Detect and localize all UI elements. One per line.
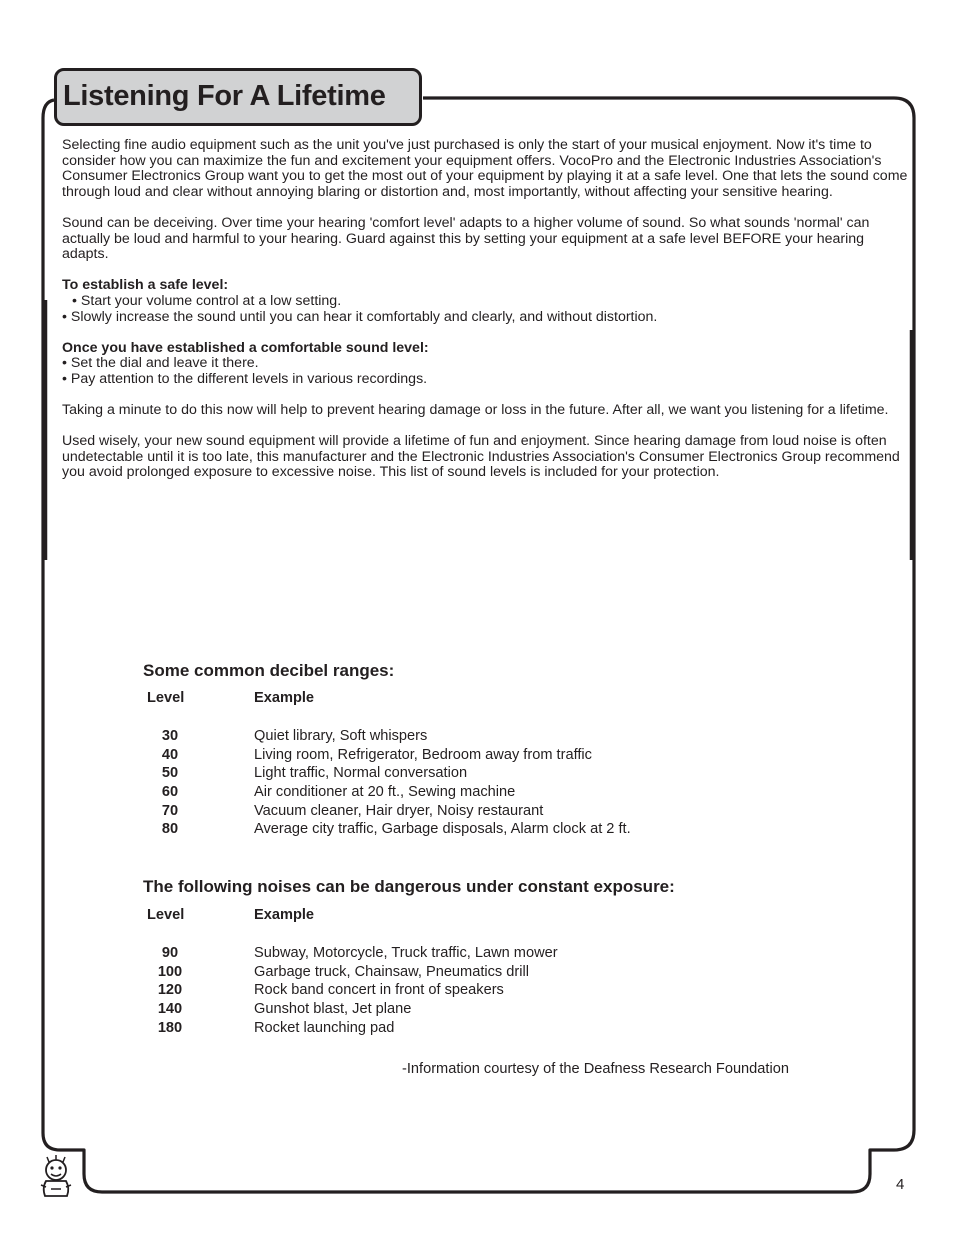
example-cell: Rocket launching pad — [254, 1019, 395, 1036]
list-item: • Set the dial and leave it there. — [62, 355, 259, 372]
level-cell: 90 — [161, 945, 179, 961]
intro-paragraph-1: Selecting fine audio equipment such as the unit you've just purchased is only the start of your musical enjoyment. Now it's time to consider how you can maximize the fun and excitement your equipment offers. VocoPro and the Electronic Industries Association's Consumer Electronics Group want you to get the most out of your equipment by playing it at a safe level. One that lets the sound come through loud and clear without annoying blaring or distortion and, most importantly, without affecting your sensitive hearing. — [62, 137, 908, 200]
comfortable-section — [62, 341, 908, 388]
example-cell: Quiet library, Soft whispers — [254, 728, 428, 744]
example-cell: Subway, Motorcycle, Truck traffic, Lawn mower — [254, 945, 558, 961]
page-title: Listening For A Lifetime — [63, 80, 386, 112]
column-header-example: Example — [254, 690, 315, 706]
example-cell: Gunshot blast, Jet plane — [254, 1001, 412, 1018]
comfortable-heading: Once you have established a comfortable sound level: — [62, 339, 429, 356]
dangerous-heading: The following noises can be dangerous under constant exposure: — [143, 877, 675, 896]
example-cell: Vacuum cleaner, Hair dryer, Noisy restaurant — [254, 802, 544, 819]
page-number: 4 — [896, 1176, 905, 1193]
level-cell: 40 — [161, 746, 179, 763]
example-cell: Living room, Refrigerator, Bedroom away from traffic — [254, 746, 592, 763]
safe-level-section — [62, 278, 662, 325]
closing-paragraph-2: Used wisely, your new sound equipment will provide a lifetime of fun and enjoyment. Since hearing damage from loud noise is often undetectable until it is too late, this manufacturer and the Electronic Industries Association's Consumer Electronics Group recommend you avoid prolonged exposure to excessive noise. This list of sound levels is included for your protection. — [62, 433, 900, 481]
level-cell: 120 — [157, 982, 183, 999]
example-cell: Rock band concert in front of speakers — [254, 982, 504, 999]
closing-paragraph-1: Taking a minute to do this now will help to prevent hearing damage or loss in the future. After all, we want you listening for a lifetime. — [62, 402, 889, 419]
example-cell: Average city traffic, Garbage disposals, Alarm clock at 2 ft. — [254, 821, 631, 838]
column-header-example: Example — [254, 907, 315, 923]
source-credit: -Information courtesy of the Deafness Research Foundation — [402, 1061, 789, 1077]
level-cell: 140 — [157, 1001, 183, 1018]
level-cell: 180 — [157, 1019, 183, 1036]
list-item: • Pay attention to the different levels in various recordings. — [62, 370, 428, 387]
list-item: • Start your volume control at a low setting. — [72, 292, 342, 309]
mascot-icon — [37, 1155, 75, 1199]
title-tab — [54, 68, 422, 126]
example-cell: Garbage truck, Chainsaw, Pneumatics drill — [254, 963, 529, 980]
column-header-level: Level — [147, 690, 185, 706]
common-ranges-heading: Some common decibel ranges: — [143, 661, 395, 680]
level-cell: 50 — [161, 765, 179, 782]
level-cell: 100 — [157, 963, 183, 980]
body-text — [62, 138, 908, 497]
level-cell: 70 — [161, 802, 179, 819]
level-cell: 30 — [161, 728, 179, 744]
list-item: • Slowly increase the sound until you can hear it comfortably and clearly, and without distortion. — [62, 308, 658, 325]
column-header-level: Level — [147, 907, 185, 923]
level-cell: 80 — [161, 821, 179, 838]
intro-paragraph-2: Sound can be deceiving. Over time your hearing 'comfort level' adapts to a higher volume of sound. So what sounds 'normal' can actually be loud and harmful to your hearing. Guard against this by setting your equipment at a safe level BEFORE your hearing adapts. — [62, 214, 870, 263]
example-cell: Air conditioner at 20 ft., Sewing machine — [254, 784, 516, 801]
level-cell: 60 — [161, 784, 179, 801]
example-cell: Light traffic, Normal conversation — [254, 765, 468, 782]
safe-level-heading: To establish a safe level: — [62, 277, 229, 294]
